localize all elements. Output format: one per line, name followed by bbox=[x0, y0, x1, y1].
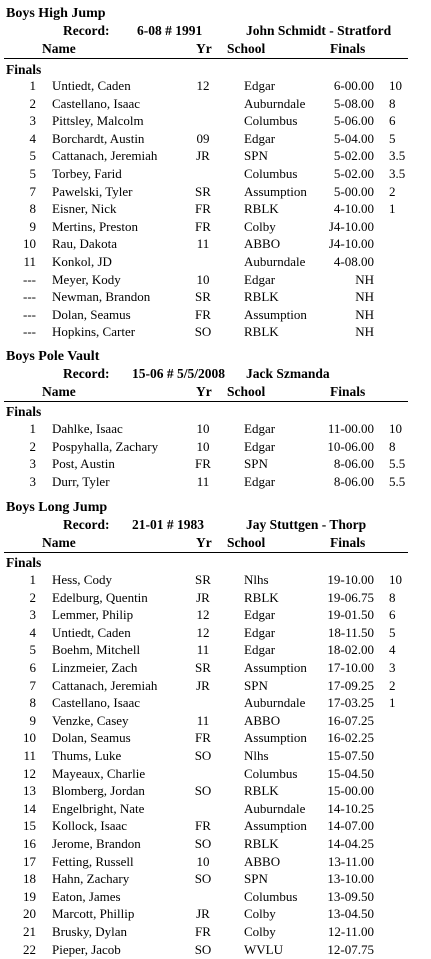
result-row bbox=[0, 166, 431, 184]
column-header-name: Name bbox=[42, 384, 76, 399]
year-cell: 12 bbox=[196, 78, 210, 93]
finals-mark: 12-11.00 bbox=[327, 924, 374, 939]
athlete-name: Meyer, Kody bbox=[52, 271, 121, 287]
finals-mark: 8-06.00 bbox=[333, 473, 374, 489]
place-cell: 1 bbox=[29, 572, 36, 587]
school-name: Assumption bbox=[244, 306, 307, 322]
points-cell: 5 bbox=[389, 624, 396, 640]
place-cell: 5 bbox=[29, 166, 36, 181]
athlete-name: Thums, Luke bbox=[52, 748, 122, 763]
place-cell: 9 bbox=[29, 218, 36, 234]
place-cell: --- bbox=[23, 271, 36, 287]
finals-mark: NH bbox=[355, 289, 374, 305]
place-cell: 2 bbox=[29, 95, 36, 111]
result-row bbox=[0, 456, 431, 474]
finals-mark: 13-10.00 bbox=[327, 871, 374, 887]
school-name: Edgar bbox=[244, 473, 276, 489]
place-cell: 7 bbox=[29, 183, 36, 199]
place-cell: 19 bbox=[23, 888, 36, 904]
result-row bbox=[0, 924, 431, 942]
athlete-name: Cattanach, Jeremiah bbox=[52, 148, 158, 164]
result-row bbox=[0, 695, 431, 713]
athlete-name: Boehm, Mitchell bbox=[52, 642, 141, 658]
result-row bbox=[0, 660, 431, 678]
place-cell: 20 bbox=[23, 906, 36, 922]
athlete-name: Untiedt, Caden bbox=[52, 624, 131, 640]
result-row bbox=[0, 730, 431, 748]
column-header-name: Name bbox=[42, 535, 76, 550]
result-row bbox=[0, 678, 431, 696]
result-row bbox=[0, 78, 431, 96]
athlete-name: Dolan, Seamus bbox=[52, 730, 131, 746]
school-name: Edgar bbox=[244, 438, 276, 454]
athlete-name: Castellano, Isaac bbox=[52, 695, 141, 711]
points-cell: 2 bbox=[389, 677, 396, 693]
column-header-school: School bbox=[227, 535, 266, 550]
place-cell: 16 bbox=[23, 836, 36, 851]
school-name: RBLK bbox=[244, 289, 279, 305]
column-header-finals: Finals bbox=[330, 535, 366, 550]
school-name: Edgar bbox=[244, 642, 276, 658]
place-cell: 12 bbox=[23, 765, 36, 781]
school-name: Auburndale bbox=[244, 254, 306, 269]
athlete-name: Marcott, Phillip bbox=[52, 906, 135, 922]
finals-mark: 10-06.00 bbox=[327, 438, 374, 454]
result-row bbox=[0, 201, 431, 219]
finals-mark: 17-09.25 bbox=[327, 677, 374, 693]
place-cell: 17 bbox=[23, 853, 36, 869]
place-cell: 3 bbox=[29, 113, 36, 129]
column-header-school: School bbox=[227, 384, 266, 399]
school-name: RBLK bbox=[244, 783, 279, 799]
athlete-name: Cattanach, Jeremiah bbox=[52, 677, 158, 693]
finals-mark: J4-10.00 bbox=[328, 218, 374, 234]
finals-mark: 16-02.25 bbox=[327, 730, 374, 746]
year-cell: 11 bbox=[196, 712, 210, 728]
athlete-name: Hopkins, Carter bbox=[52, 324, 136, 340]
school-name: RBLK bbox=[244, 201, 279, 217]
section-label-finals: Finals bbox=[6, 404, 42, 419]
header-divider bbox=[4, 58, 408, 59]
column-header-finals: Finals bbox=[330, 41, 366, 56]
school-name: ABBO bbox=[244, 712, 281, 728]
section-label-finals: Finals bbox=[6, 555, 42, 570]
result-row bbox=[0, 713, 431, 731]
school-name: Auburndale bbox=[244, 800, 306, 816]
event-title: Boys High Jump bbox=[6, 6, 106, 21]
result-row bbox=[0, 289, 431, 307]
result-row bbox=[0, 607, 431, 625]
header-divider bbox=[4, 401, 408, 402]
athlete-name: Linzmeier, Zach bbox=[52, 660, 138, 675]
place-cell: 21 bbox=[23, 924, 36, 939]
finals-mark: 15-07.50 bbox=[327, 748, 374, 763]
athlete-name: Engelbright, Nate bbox=[52, 800, 145, 816]
school-name: Colby bbox=[244, 218, 276, 234]
result-row bbox=[0, 783, 431, 801]
column-header-name: Name bbox=[42, 41, 76, 56]
athlete-name: Kollock, Isaac bbox=[52, 818, 128, 834]
record-holder: Jack Szmanda bbox=[246, 366, 330, 381]
athlete-name: Eisner, Nick bbox=[52, 201, 117, 217]
result-row bbox=[0, 590, 431, 608]
athlete-name: Eaton, James bbox=[52, 888, 121, 904]
school-name: Assumption bbox=[244, 183, 307, 199]
year-cell: SR bbox=[195, 289, 211, 305]
column-header-finals: Finals bbox=[330, 384, 366, 399]
finals-mark: 13-11.00 bbox=[327, 853, 374, 869]
school-name: Edgar bbox=[244, 78, 276, 93]
year-cell: 10 bbox=[196, 853, 210, 869]
year-cell: SO bbox=[194, 836, 212, 851]
year-cell: SR bbox=[195, 572, 211, 587]
year-cell: JR bbox=[196, 906, 210, 922]
place-cell: --- bbox=[23, 306, 36, 322]
place-cell: 7 bbox=[29, 677, 36, 693]
event-title: Boys Pole Vault bbox=[6, 349, 100, 364]
finals-mark: 8-06.00 bbox=[333, 456, 374, 472]
points-cell: 1 bbox=[389, 695, 396, 711]
place-cell: 4 bbox=[29, 624, 36, 640]
result-row bbox=[0, 307, 431, 325]
points-cell: 5.5 bbox=[389, 456, 406, 472]
place-cell: 10 bbox=[23, 236, 36, 252]
column-header-yr: Yr bbox=[196, 384, 212, 399]
place-cell: 3 bbox=[29, 607, 36, 623]
finals-mark: NH bbox=[355, 324, 374, 340]
record-holder: John Schmidt - Stratford bbox=[246, 23, 392, 38]
finals-mark: 5-08.00 bbox=[333, 95, 374, 111]
finals-mark: 13-04.50 bbox=[327, 906, 374, 922]
athlete-name: Castellano, Isaac bbox=[52, 95, 141, 111]
place-cell: 3 bbox=[29, 456, 36, 472]
points-cell: 5 bbox=[389, 130, 396, 146]
school-name: Assumption bbox=[244, 730, 307, 746]
athlete-name: Pawelski, Tyler bbox=[52, 183, 133, 199]
finals-mark: 18-11.50 bbox=[327, 624, 374, 640]
place-cell: 18 bbox=[23, 871, 36, 887]
finals-mark: 14-04.25 bbox=[327, 836, 374, 851]
record-holder: Jay Stuttgen - Thorp bbox=[246, 517, 367, 532]
school-name: WVLU bbox=[244, 941, 283, 957]
year-cell: SO bbox=[194, 748, 212, 763]
school-name: Columbus bbox=[244, 166, 298, 181]
place-cell: 8 bbox=[29, 695, 36, 711]
result-row bbox=[0, 854, 431, 872]
finals-mark: 14-07.00 bbox=[327, 818, 374, 834]
result-row bbox=[0, 439, 431, 457]
place-cell: 1 bbox=[29, 78, 36, 93]
school-name: Colby bbox=[244, 924, 276, 939]
finals-mark: 14-10.25 bbox=[327, 800, 374, 816]
points-cell: 1 bbox=[389, 201, 396, 217]
record-label: Record: bbox=[63, 23, 110, 38]
athlete-name: Pospyhalla, Zachary bbox=[52, 438, 159, 454]
year-cell: FR bbox=[195, 218, 211, 234]
result-row bbox=[0, 324, 431, 342]
result-row bbox=[0, 906, 431, 924]
year-cell: 12 bbox=[196, 624, 210, 640]
school-name: Edgar bbox=[244, 421, 276, 436]
points-cell: 8 bbox=[389, 438, 396, 454]
school-name: Edgar bbox=[244, 624, 276, 640]
year-cell: 09 bbox=[196, 130, 210, 146]
points-cell: 10 bbox=[389, 572, 402, 587]
athlete-name: Dahlke, Isaac bbox=[52, 421, 123, 436]
column-header-yr: Yr bbox=[196, 41, 212, 56]
place-cell: 9 bbox=[29, 712, 36, 728]
points-cell: 2 bbox=[389, 183, 396, 199]
athlete-name: Konkol, JD bbox=[52, 254, 112, 269]
finals-mark: 17-10.00 bbox=[327, 660, 374, 675]
points-cell: 4 bbox=[389, 642, 396, 658]
year-cell: 11 bbox=[196, 473, 210, 489]
result-row bbox=[0, 889, 431, 907]
place-cell: 10 bbox=[23, 730, 36, 746]
finals-mark: 5-04.00 bbox=[333, 130, 374, 146]
year-cell: JR bbox=[196, 677, 210, 693]
result-row bbox=[0, 254, 431, 272]
finals-mark: 17-03.25 bbox=[327, 695, 374, 711]
athlete-name: Mertins, Preston bbox=[52, 218, 138, 234]
result-row bbox=[0, 113, 431, 131]
points-cell: 3.5 bbox=[389, 148, 406, 164]
year-cell: JR bbox=[196, 148, 210, 164]
place-cell: --- bbox=[23, 289, 36, 305]
place-cell: 5 bbox=[29, 148, 36, 164]
athlete-name: Hahn, Zachary bbox=[52, 871, 130, 887]
result-row bbox=[0, 942, 431, 959]
result-row bbox=[0, 572, 431, 590]
athlete-name: Torbey, Farid bbox=[52, 166, 122, 181]
athlete-name: Lemmer, Philip bbox=[52, 607, 134, 623]
finals-mark: 19-06.75 bbox=[327, 589, 374, 605]
finals-mark: 11-00.00 bbox=[327, 421, 374, 436]
school-name: Assumption bbox=[244, 818, 307, 834]
points-cell: 6 bbox=[389, 607, 396, 623]
school-name: Columbus bbox=[244, 113, 298, 129]
finals-mark: J4-10.00 bbox=[328, 236, 374, 252]
place-cell: 3 bbox=[29, 473, 36, 489]
school-name: SPN bbox=[244, 456, 268, 472]
year-cell: SO bbox=[194, 941, 212, 957]
result-row bbox=[0, 748, 431, 766]
year-cell: 11 bbox=[196, 642, 210, 658]
result-row bbox=[0, 474, 431, 492]
year-cell: FR bbox=[195, 924, 211, 939]
athlete-name: Dolan, Seamus bbox=[52, 306, 131, 322]
header-divider bbox=[4, 552, 408, 553]
place-cell: 8 bbox=[29, 201, 36, 217]
finals-mark: 15-00.00 bbox=[327, 783, 374, 799]
athlete-name: Hess, Cody bbox=[52, 572, 112, 587]
year-cell: 10 bbox=[196, 271, 210, 287]
place-cell: 11 bbox=[23, 748, 36, 763]
place-cell: 2 bbox=[29, 589, 36, 605]
points-cell: 5.5 bbox=[389, 473, 406, 489]
finals-mark: 18-02.00 bbox=[327, 642, 374, 658]
place-cell: 2 bbox=[29, 438, 36, 454]
result-row bbox=[0, 148, 431, 166]
athlete-name: Rau, Dakota bbox=[52, 236, 117, 252]
school-name: Edgar bbox=[244, 271, 276, 287]
event-title: Boys Long Jump bbox=[6, 500, 108, 515]
athlete-name: Pittsley, Malcolm bbox=[52, 113, 144, 129]
athlete-name: Jerome, Brandon bbox=[52, 836, 141, 851]
year-cell: 11 bbox=[196, 236, 210, 252]
result-row bbox=[0, 131, 431, 149]
year-cell: 10 bbox=[196, 438, 210, 454]
finals-mark: NH bbox=[355, 306, 374, 322]
athlete-name: Newman, Brandon bbox=[52, 289, 151, 305]
athlete-name: Fetting, Russell bbox=[52, 853, 134, 869]
school-name: Auburndale bbox=[244, 95, 306, 111]
school-name: RBLK bbox=[244, 836, 279, 851]
athlete-name: Pieper, Jacob bbox=[52, 941, 121, 957]
result-row bbox=[0, 184, 431, 202]
school-name: Auburndale bbox=[244, 695, 306, 711]
finals-mark: 4-08.00 bbox=[333, 254, 374, 269]
place-cell: 1 bbox=[29, 421, 36, 436]
year-cell: 12 bbox=[196, 607, 210, 623]
points-cell: 8 bbox=[389, 95, 396, 111]
record-label: Record: bbox=[63, 517, 110, 532]
finals-mark: 12-07.75 bbox=[327, 941, 374, 957]
athlete-name: Durr, Tyler bbox=[52, 473, 110, 489]
result-row bbox=[0, 871, 431, 889]
year-cell: SO bbox=[194, 324, 212, 340]
athlete-name: Venzke, Casey bbox=[52, 712, 129, 728]
school-name: ABBO bbox=[244, 853, 281, 869]
place-cell: 6 bbox=[29, 660, 36, 675]
year-cell: SR bbox=[195, 660, 211, 675]
finals-mark: NH bbox=[355, 271, 374, 287]
year-cell: SO bbox=[194, 783, 212, 799]
record-label: Record: bbox=[63, 366, 110, 381]
result-row bbox=[0, 272, 431, 290]
school-name: Nlhs bbox=[244, 572, 269, 587]
school-name: SPN bbox=[244, 677, 268, 693]
points-cell: 6 bbox=[389, 113, 396, 129]
place-cell: 4 bbox=[29, 130, 36, 146]
athlete-name: Borchardt, Austin bbox=[52, 130, 145, 146]
year-cell: JR bbox=[196, 589, 210, 605]
finals-mark: 19-10.00 bbox=[327, 572, 374, 587]
school-name: Colby bbox=[244, 906, 276, 922]
year-cell: FR bbox=[195, 201, 211, 217]
place-cell: 5 bbox=[29, 642, 36, 658]
athlete-name: Edelburg, Quentin bbox=[52, 589, 148, 605]
finals-mark: 4-10.00 bbox=[333, 201, 374, 217]
result-row bbox=[0, 219, 431, 237]
year-cell: FR bbox=[195, 456, 211, 472]
finals-mark: 6-00.00 bbox=[333, 78, 374, 93]
points-cell: 3.5 bbox=[389, 166, 406, 181]
finals-mark: 16-07.25 bbox=[327, 712, 374, 728]
year-cell: FR bbox=[195, 306, 211, 322]
record-mark: 15-06 # 5/5/2008 bbox=[132, 366, 225, 381]
column-header-yr: Yr bbox=[196, 535, 212, 550]
finals-mark: 5-02.00 bbox=[333, 166, 374, 181]
school-name: Columbus bbox=[244, 765, 298, 781]
result-row bbox=[0, 625, 431, 643]
finals-mark: 15-04.50 bbox=[327, 765, 374, 781]
school-name: RBLK bbox=[244, 324, 279, 340]
finals-mark: 5-02.00 bbox=[333, 148, 374, 164]
result-row bbox=[0, 818, 431, 836]
section-label-finals: Finals bbox=[6, 62, 42, 77]
athlete-name: Blomberg, Jordan bbox=[52, 783, 145, 799]
school-name: RBLK bbox=[244, 589, 279, 605]
school-name: Edgar bbox=[244, 130, 276, 146]
athlete-name: Brusky, Dylan bbox=[52, 924, 127, 939]
year-cell: SR bbox=[195, 183, 211, 199]
athlete-name: Untiedt, Caden bbox=[52, 78, 131, 93]
result-row bbox=[0, 642, 431, 660]
finals-mark: 5-00.00 bbox=[333, 183, 374, 199]
athlete-name: Post, Austin bbox=[52, 456, 115, 472]
place-cell: 22 bbox=[23, 941, 36, 957]
points-cell: 10 bbox=[389, 78, 402, 93]
points-cell: 3 bbox=[389, 660, 396, 675]
result-row bbox=[0, 801, 431, 819]
school-name: Edgar bbox=[244, 607, 276, 623]
result-row bbox=[0, 236, 431, 254]
school-name: SPN bbox=[244, 871, 268, 887]
record-mark: 6-08 # 1991 bbox=[137, 23, 203, 38]
result-row bbox=[0, 836, 431, 854]
place-cell: 13 bbox=[23, 783, 36, 799]
finals-mark: 19-01.50 bbox=[327, 607, 374, 623]
school-name: ABBO bbox=[244, 236, 281, 252]
finals-mark: 13-09.50 bbox=[327, 888, 374, 904]
school-name: Nlhs bbox=[244, 748, 269, 763]
year-cell: 10 bbox=[196, 421, 210, 436]
place-cell: 11 bbox=[23, 254, 36, 269]
school-name: Assumption bbox=[244, 660, 307, 675]
points-cell: 10 bbox=[389, 421, 402, 436]
school-name: Columbus bbox=[244, 888, 298, 904]
place-cell: 14 bbox=[23, 800, 36, 816]
place-cell: 15 bbox=[23, 818, 36, 834]
year-cell: SO bbox=[194, 871, 212, 887]
place-cell: --- bbox=[23, 324, 36, 340]
school-name: SPN bbox=[244, 148, 268, 164]
column-header-school: School bbox=[227, 41, 266, 56]
athlete-name: Mayeaux, Charlie bbox=[52, 765, 146, 781]
result-row bbox=[0, 421, 431, 439]
result-row bbox=[0, 766, 431, 784]
year-cell: FR bbox=[195, 730, 211, 746]
result-row bbox=[0, 96, 431, 114]
record-mark: 21-01 # 1983 bbox=[132, 517, 204, 532]
points-cell: 8 bbox=[389, 589, 396, 605]
finals-mark: 5-06.00 bbox=[333, 113, 374, 129]
year-cell: FR bbox=[195, 818, 211, 834]
